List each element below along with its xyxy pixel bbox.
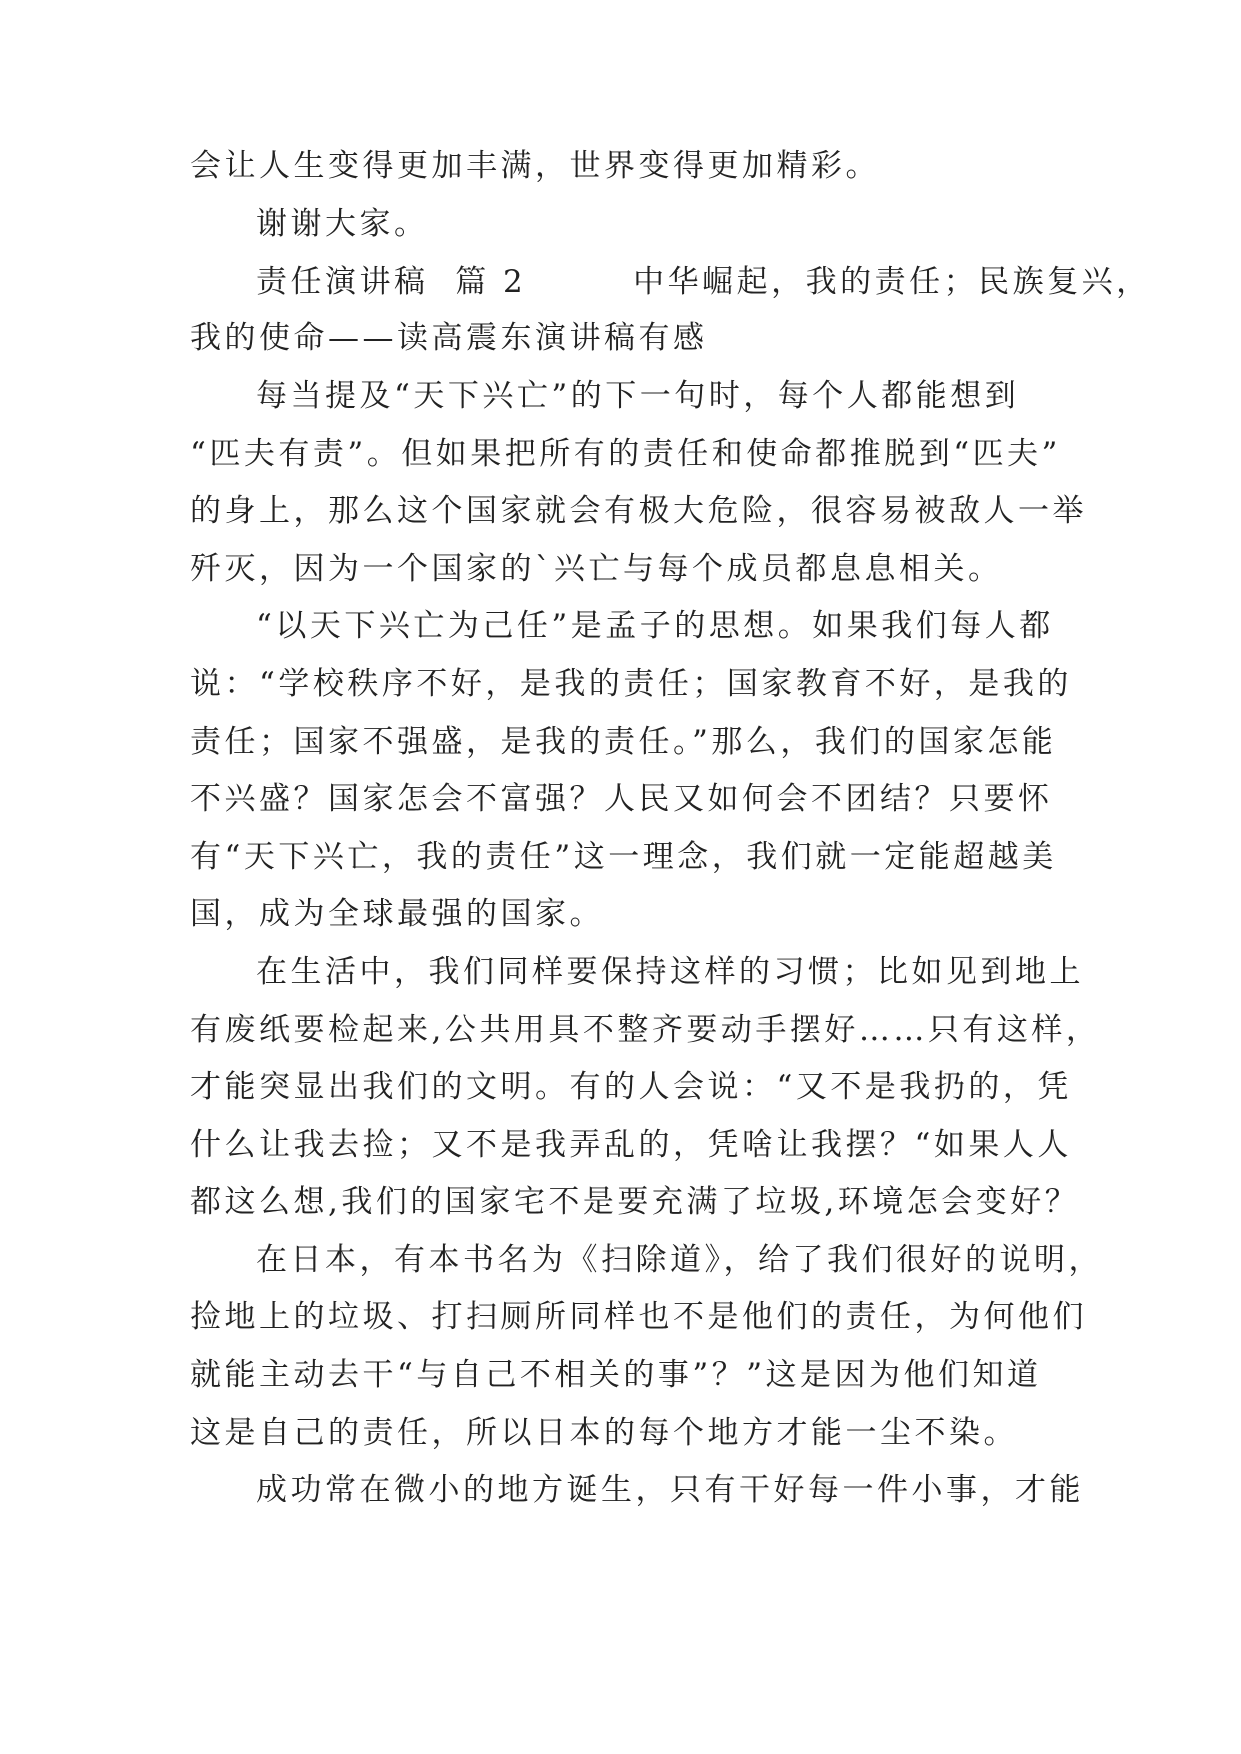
text-line: 责任；国家不强盛，是我的责任。”那么，我们的国家怎能 [190,724,1057,760]
text-line: 这是自己的责任，所以日本的每个地方才能一尘不染。 [190,1415,1018,1451]
text-line: 都这么想,我们的国家宅不是要充满了垃圾,环境怎会变好？ [190,1184,1080,1220]
text-line: 成功常在微小的地方诞生，只有干好每一件小事，才能 [256,1472,1084,1508]
text-line: 才能突显出我们的文明。有的人会说：“又不是我扔的，凭 [190,1069,1072,1105]
text-line: 的身上，那么这个国家就会有极大危险，很容易被敌人一举 [190,493,1087,529]
section-heading: 责任演讲稿 篇 2 中华崛起，我的责任；民族复兴， [256,264,1151,300]
text-line: “匹夫有责”。但如果把所有的责任和使命都推脱到“匹夫” [190,436,1061,472]
text-line: 捡地上的垃圾、打扫厕所同样也不是他们的责任，为何他们 [190,1299,1087,1335]
text-line: “以天下兴亡为己任”是孟子的思想。如果我们每人都 [256,608,1054,644]
text-line: 就能主动去干“与自己不相关的事”？”这是因为他们知道 [190,1357,1042,1393]
text-line: 说：“学校秩序不好，是我的责任；国家教育不好，是我的 [190,666,1072,702]
text-line: 在生活中，我们同样要保持这样的习惯；比如见到地上 [256,954,1084,990]
text-line: 有废纸要检起来,公共用具不整齐要动手摆好……只有这样， [190,1012,1101,1048]
section-heading: 我的使命——读高震东演讲稿有感 [190,320,708,356]
text-line: 会让人生变得更加丰满，世界变得更加精彩。 [190,148,880,184]
text-line: 谢谢大家。 [256,206,429,242]
text-line: 有“天下兴亡，我的责任”这一理念，我们就一定能超越美 [190,839,1057,875]
text-line: 不兴盛？国家怎会不富强？人民又如何会不团结？只要怀 [190,781,1053,817]
text-line: 歼灭，因为一个国家的`兴亡与每个成员都息息相关。 [190,551,1003,587]
text-line: 国，成为全球最强的国家。 [190,896,604,932]
text-line: 在日本，有本书名为《扫除道》，给了我们很好的说明， [256,1242,1103,1278]
text-line: 什么让我去捡；又不是我弄乱的，凭啥让我摆？“如果人人 [190,1127,1072,1163]
text-line: 每当提及“天下兴亡”的下一句时，每个人都能想到 [256,378,1020,414]
